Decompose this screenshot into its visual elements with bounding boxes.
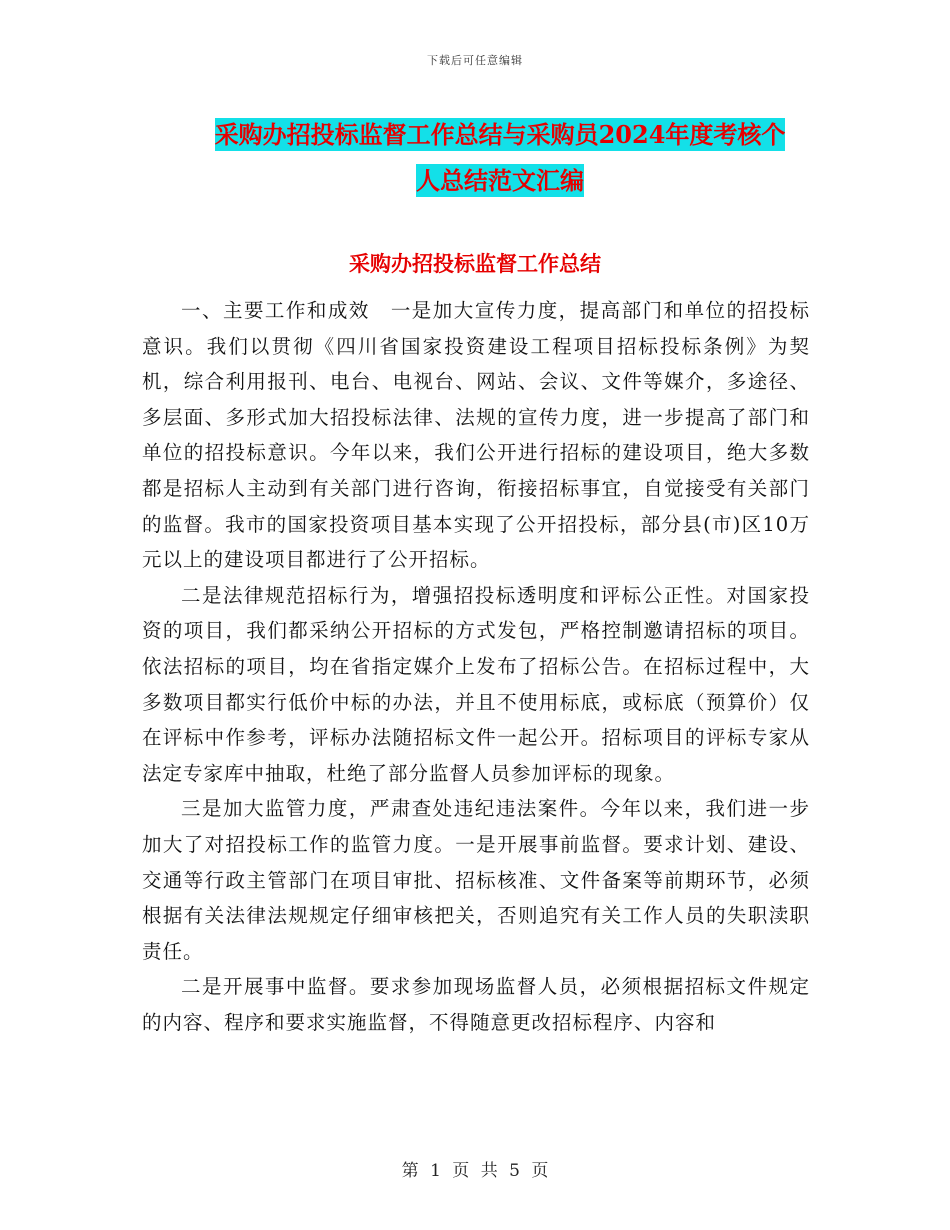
document-title-line-2: 人总结范文汇编 <box>416 166 584 195</box>
page-number-footer: 第 1 页 共 5 页 <box>401 1161 549 1181</box>
body-text <box>142 293 810 1040</box>
paragraph: 一、主要工作和成效 一是加大宣传力度，提高部门和单位的招投标意识。我们以贯彻《四川省国家投资建设工程项目招标投标条例》为契机，综合利用报刊、电台、电视台、网站、会议、文件等媒介，多途径、多层面、多形式加大招投标法律、法规的宣传力度，进一步提高了部门和单位的招投标意识。今年以来，我们公开进行招标的建设项目，绝大多数都是招标人主动到有关部门进行咨询，衔接招标事宜，自觉接受有关部门的监督。我市的国家投资项目基本实现了公开招投标，部分县(市)区10万元以上的建设项目都进行了公开招标。 <box>142 299 810 572</box>
paragraph: 二是法律规范招标行为，增强招投标透明度和评标公正性。对国家投资的项目，我们都采纳公开招标的方式发包，严格控制邀请招标的项目。依法招标的项目，均在省指定媒介上发布了招标公告。在招标过程中，大多数项目都实行低价中标的办法，并且不使用标底，或标底（预算价）仅在评标中作参考，评标办法随招标文件一起公开。招标项目的评标专家从法定专家库中抽取，杜绝了部分监督人员参加评标的现象。 <box>142 583 810 785</box>
document-title-line-1: 采购办招投标监督工作总结与采购员2024年度考核个 <box>214 120 786 149</box>
header-note: 下载后可任意编辑 <box>427 54 523 67</box>
paragraph: 三是加大监管力度，严肃查处违纪违法案件。今年以来，我们进一步加大了对招投标工作的监管力度。一是开展事前监督。要求计划、建设、交通等行政主管部门在项目审批、招标核准、文件备案等前期环节，必须根据有关法律法规规定仔细审核把关，否则追究有关工作人员的失职渎职责任。 <box>142 797 810 963</box>
document-title <box>150 112 850 204</box>
section-title: 采购办招投标监督工作总结 <box>349 251 601 276</box>
paragraph: 二是开展事中监督。要求参加现场监督人员，必须根据招标文件规定的内容、程序和要求实施监督，不得随意更改招标程序、内容和 <box>142 975 810 1034</box>
